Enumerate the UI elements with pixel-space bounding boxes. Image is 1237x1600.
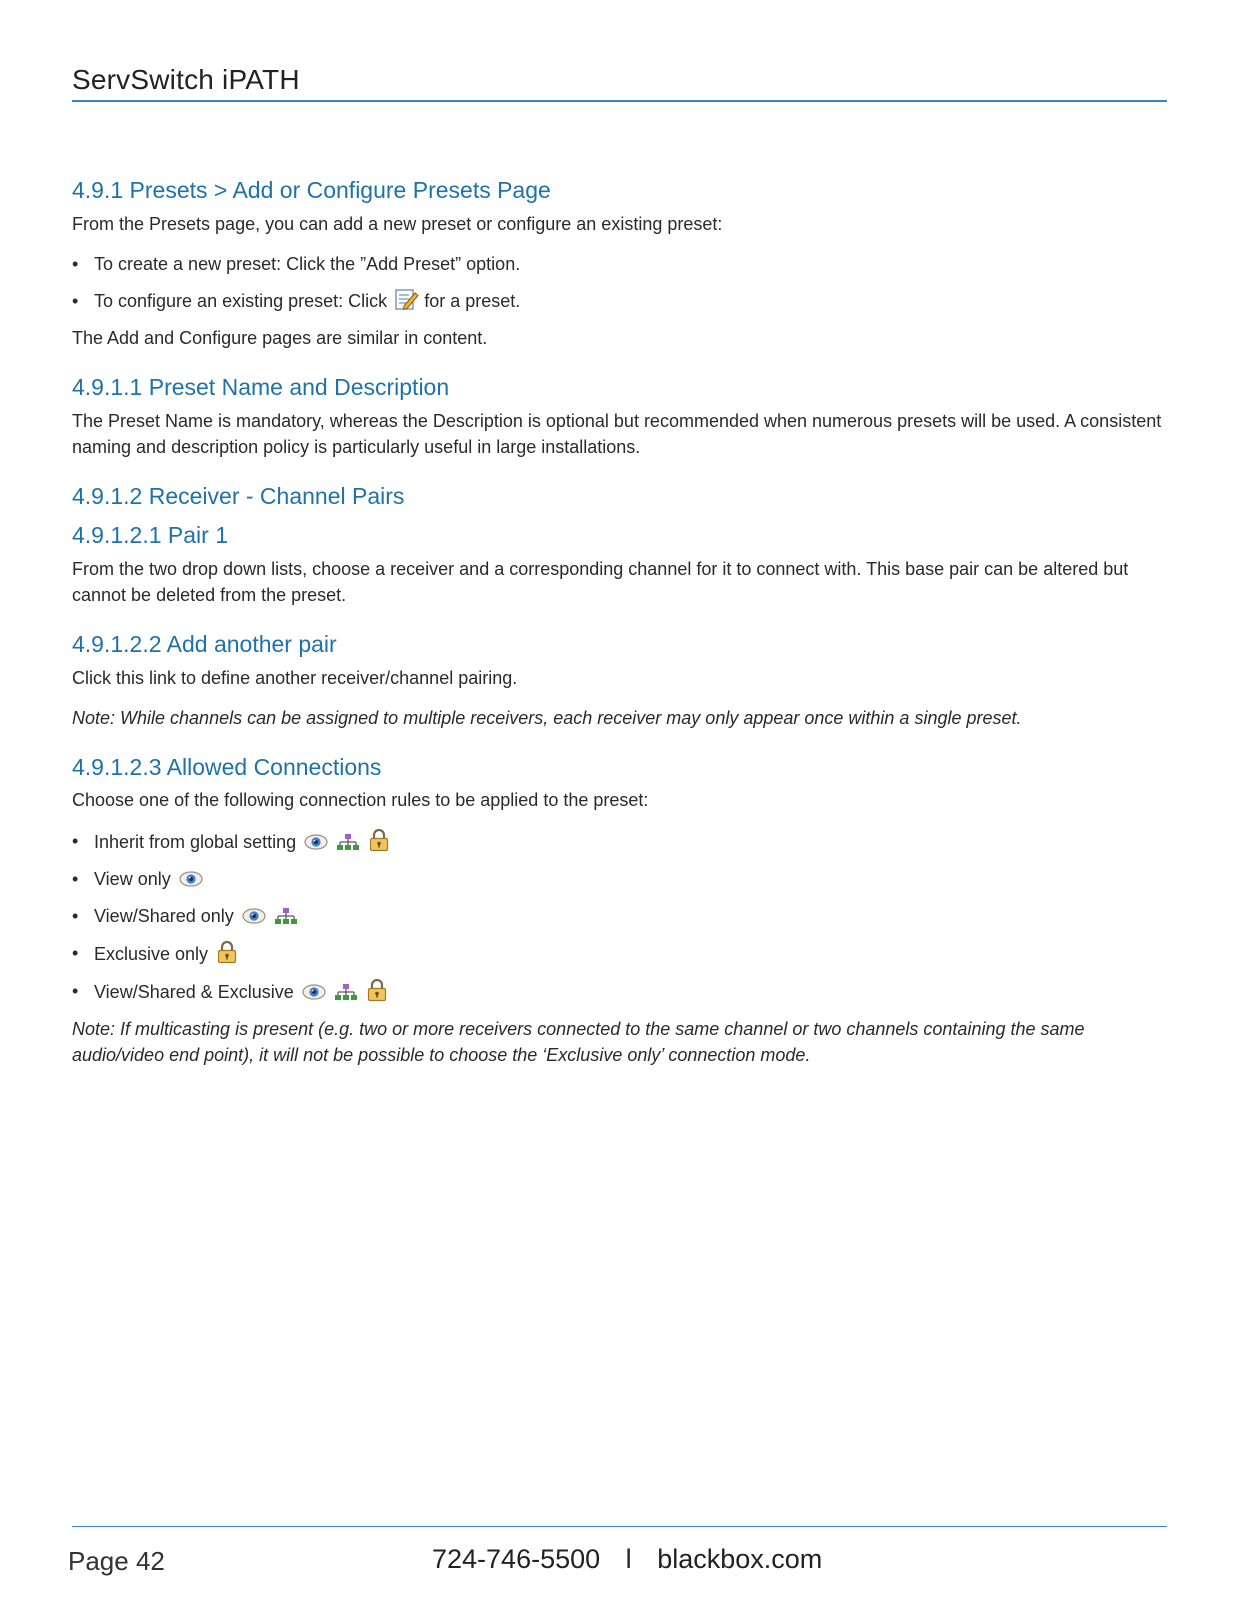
section-heading-4-9-1-2-1: 4.9.1.2.1 Pair 1	[72, 521, 228, 548]
network-icon	[334, 983, 358, 1001]
footer-rule	[72, 1526, 1167, 1527]
connection-rule-list	[72, 828, 1167, 1005]
footer-contact	[432, 1544, 822, 1575]
list-item	[72, 251, 1167, 277]
preset-action-list	[72, 251, 1167, 314]
bullet: •	[72, 980, 79, 1001]
bullet: •	[72, 253, 79, 274]
eye-icon	[242, 907, 266, 925]
section-4-9-1-outro: The Add and Configure pages are similar in content.	[72, 328, 488, 349]
eye-icon	[304, 833, 328, 851]
page-number: Page 42	[68, 1546, 165, 1576]
list-item	[72, 828, 1167, 855]
list-item	[72, 903, 1167, 929]
list-item	[72, 866, 1167, 892]
footer-separator: l	[625, 1544, 632, 1574]
eye-icon	[302, 983, 326, 1001]
lock-icon	[368, 828, 390, 852]
page-content	[72, 176, 1167, 1082]
connection-option-label: View/Shared & Exclusive	[94, 981, 294, 1002]
section-4-9-1-2-3-intro: Choose one of the following connection rules to be applied to the preset:	[72, 790, 649, 811]
section-4-9-1-2-2-body: Click this link to define another receiver/channel pairing.	[72, 667, 518, 688]
lock-icon	[366, 978, 388, 1002]
list-item	[72, 978, 1167, 1005]
preset-receiver-note: Note: While channels can be assigned to multiple receivers, each receiver may only appear once within a single preset.	[72, 707, 1022, 728]
phone-number: 724-746-5500	[432, 1544, 601, 1574]
eye-icon	[179, 870, 203, 888]
connection-option-label: View only	[94, 868, 171, 889]
connection-option-label: View/Shared only	[94, 905, 234, 926]
multicasting-note: Note: If multicasting is present (e.g. two or more receivers connected to the same channel or two channels containing the same audio/video end point), it will not be possible to choose the ‘Exclusive only’ connection mode.	[72, 1019, 1085, 1066]
bullet: •	[72, 868, 79, 889]
list-item	[72, 940, 1167, 967]
section-heading-4-9-1-2-3: 4.9.1.2.3 Allowed Connections	[72, 753, 382, 780]
bullet: •	[72, 290, 79, 311]
section-4-9-1-intro: From the Presets page, you can add a new preset or configure an existing preset:	[72, 213, 723, 234]
edit-icon	[395, 288, 419, 310]
bullet: •	[72, 942, 79, 963]
add-preset-instruction: To create a new preset: Click the ”Add Preset” option.	[94, 253, 521, 274]
list-item	[72, 288, 1167, 314]
configure-preset-instruction: To configure an existing preset: Click	[94, 290, 388, 311]
document-title: ServSwitch iPATH	[72, 64, 300, 95]
section-4-9-1-1-body: The Preset Name is mandatory, whereas the Description is optional but recommended when numerous presets will be used. A consistent naming and description policy is particularly useful in large installations.	[72, 410, 1162, 457]
section-heading-4-9-1-2-2: 4.9.1.2.2 Add another pair	[72, 630, 337, 657]
bullet: •	[72, 830, 79, 851]
section-heading-4-9-1-1: 4.9.1.1 Preset Name and Description	[72, 374, 450, 401]
configure-preset-instruction-end: for a preset.	[424, 290, 521, 311]
connection-option-label: Inherit from global setting	[94, 831, 297, 852]
section-heading-4-9-1: 4.9.1 Presets > Add or Configure Presets Page	[72, 177, 551, 203]
website-link[interactable]: blackbox.com	[657, 1544, 823, 1574]
network-icon	[274, 907, 298, 925]
section-heading-4-9-1-2: 4.9.1.2 Receiver - Channel Pairs	[72, 483, 405, 510]
bullet: •	[72, 905, 79, 926]
lock-icon	[216, 940, 238, 964]
page-header	[72, 64, 1167, 102]
connection-option-label: Exclusive only	[94, 943, 209, 964]
section-4-9-1-2-1-body: From the two drop down lists, choose a receiver and a corresponding channel for it to connect with. This base pair can be altered but cannot be deleted from the preset.	[72, 558, 1129, 605]
network-icon	[336, 833, 360, 851]
